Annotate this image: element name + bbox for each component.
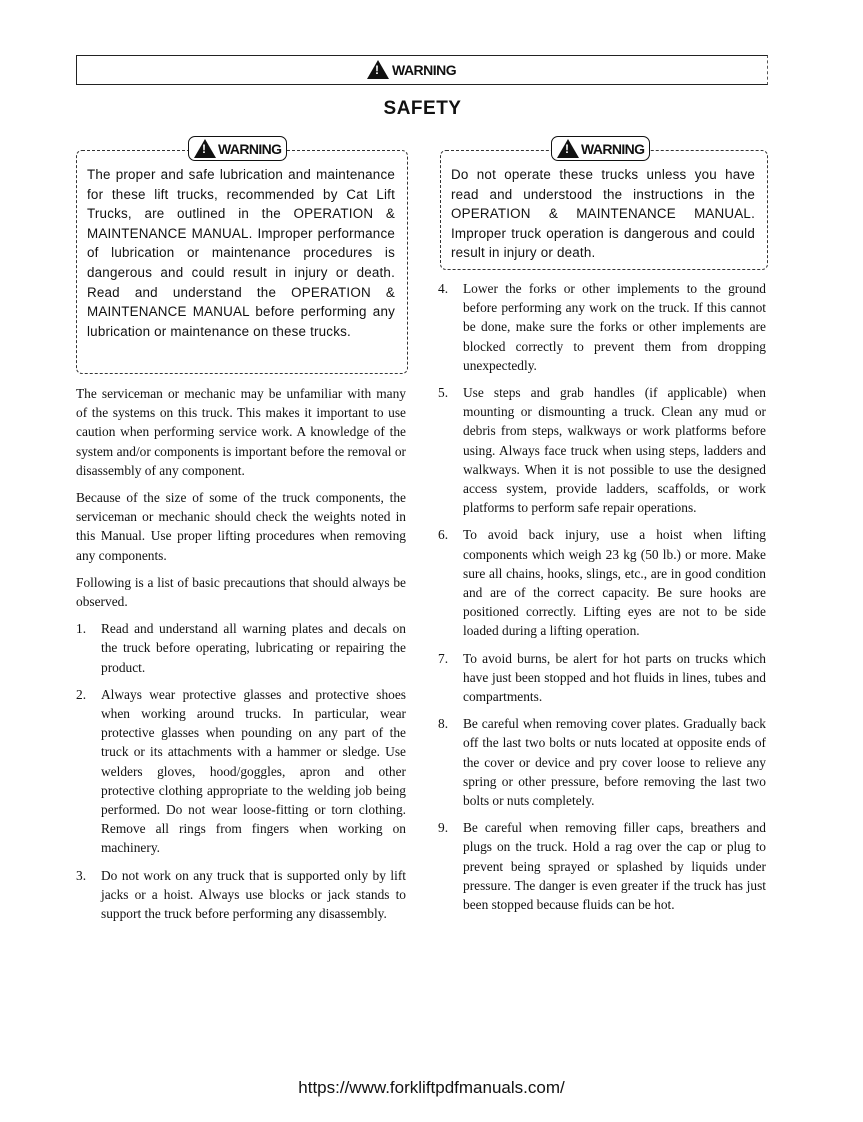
precaution-item [438, 714, 766, 810]
precaution-number: 6. [438, 527, 449, 543]
precaution-number: 9. [438, 820, 449, 836]
banner-warning-label: ! WARNING [367, 60, 456, 79]
precaution-number: 8. [438, 716, 449, 732]
precaution-text: Always wear protective glasses and protective shoes when working around trucks. In particular, wear protective glasses when pounding on any part of the truck or its attachments with a hammer or sledge. Use welders gloves, hood/goggles, apron and other protective clothing appropriate to the welding job being performed. Do not wear loose-fitting or torn clothing. Remove all rings from fingers when working on machinery. [101, 686, 406, 856]
precaution-item [76, 866, 406, 924]
warning-text: Do not operate these trucks unless you have read and understood the instructions in the OPERATION & MAINTENANCE MANUAL. Improper truck operation is dangerous and could result in injury or death. [451, 167, 755, 261]
precaution-item [438, 525, 766, 640]
precaution-number: 7. [438, 650, 449, 666]
precaution-text: Use steps and grab handles (if applicable) when mounting or dismounting a truck. Clean any mud or debris from steps, walkways or work platforms before using. Always face truck when using steps, ladders and walkways. When it is not possible to use the designed access system, provide ladders, scaffolds, or work platforms to perform safe repair operations. [463, 385, 766, 516]
precaution-text: To avoid back injury, use a hoist when lifting components which weigh 23 kg (50 lb.) or more. Make sure all chains, hooks, slings, etc., are in good condition and are of the correct capacity. Be sure hooks are positioned correctly. Lifting eyes are not to be side loaded during a lifting operation. [463, 527, 766, 639]
top-warning-banner [76, 55, 768, 85]
precaution-text: To avoid burns, be alert for hot parts on trucks which have just been stopped and hot fluids in lines, tubes and compartments. [463, 650, 766, 705]
precaution-text: Lower the forks or other implements to the ground before performing any work on the truck. If this cannot be done, make sure the forks or other implements are blocked correctly to prevent them from dropping unexpectedly. [463, 281, 766, 373]
warning-triangle-icon [194, 139, 216, 158]
footer-url[interactable]: https://www.forkliftpdfmanuals.com/ [298, 1078, 565, 1097]
precaution-number: 5. [438, 385, 449, 401]
precaution-text: Be careful when removing filler caps, breathers and plugs on the truck. Hold a rag over the cap or plug to prevent being sprayed or splashed by liquids under pressure. The danger is even greater if the truck has just been stopped because fluids can be hot. [463, 820, 766, 913]
precaution-item [438, 279, 766, 375]
intro-paragraph: The serviceman or mechanic may be unfamiliar with many of the systems on this truck. This makes it important to use caution when performing service work. A knowledge of the system and/or components is important before the removal or disassembly of any component. [76, 386, 406, 478]
page-title: SAFETY [383, 98, 462, 119]
precaution-item [438, 818, 766, 914]
warning-box-operation [440, 140, 768, 270]
precaution-number: 4. [438, 281, 449, 296]
precaution-text: Do not work on any truck that is supported only by lift jacks or a hoist. Always use blocks or jack stands to support the truck before performing any disassembly. [101, 867, 406, 922]
warning-triangle-icon [557, 139, 579, 158]
precaution-text: Be careful when removing cover plates. Gradually back off the last two bolts or nuts located at opposite ends of the cover or device and pry cover loose to relieve any spring or other pressure, before removing the last two bolts or nuts completely. [463, 716, 766, 809]
warning-box-maintenance [76, 140, 408, 374]
precaution-item [438, 649, 766, 707]
intro-paragraph: Following is a list of basic precautions that should always be observed. [76, 574, 406, 610]
precaution-text: Read and understand all warning plates and decals on the truck before operating, lubricating or repairing the product. [101, 621, 406, 675]
right-column [438, 279, 766, 922]
precaution-item [76, 685, 406, 858]
precaution-item [438, 383, 766, 517]
precaution-number: 2. [76, 686, 87, 702]
precaution-number: 3. [76, 867, 87, 883]
warning-badge: ! WARNING [551, 136, 650, 161]
precaution-item [76, 619, 406, 677]
warning-triangle-icon [367, 60, 389, 79]
warning-badge: ! WARNING [188, 136, 287, 161]
intro-paragraph: Because of the size of some of the truck components, the serviceman or mechanic should check the weights noted in this Manual. Use proper lifting procedures when removing any components. [76, 490, 406, 563]
left-column [76, 384, 406, 931]
precaution-number: 1. [76, 621, 87, 637]
warning-text: The proper and safe lubrication and maintenance for these lift trucks, recommended by Cat Lift Trucks, are outlined in the OPERATION & MAINTENANCE MANUAL. Improper performance of lubrication or maintenance procedures is dangerous and could result in injury or death. Read and understand the OPERATION & MAINTENANCE MANUAL before performing any lubrication or maintenance on these trucks. [87, 167, 395, 339]
